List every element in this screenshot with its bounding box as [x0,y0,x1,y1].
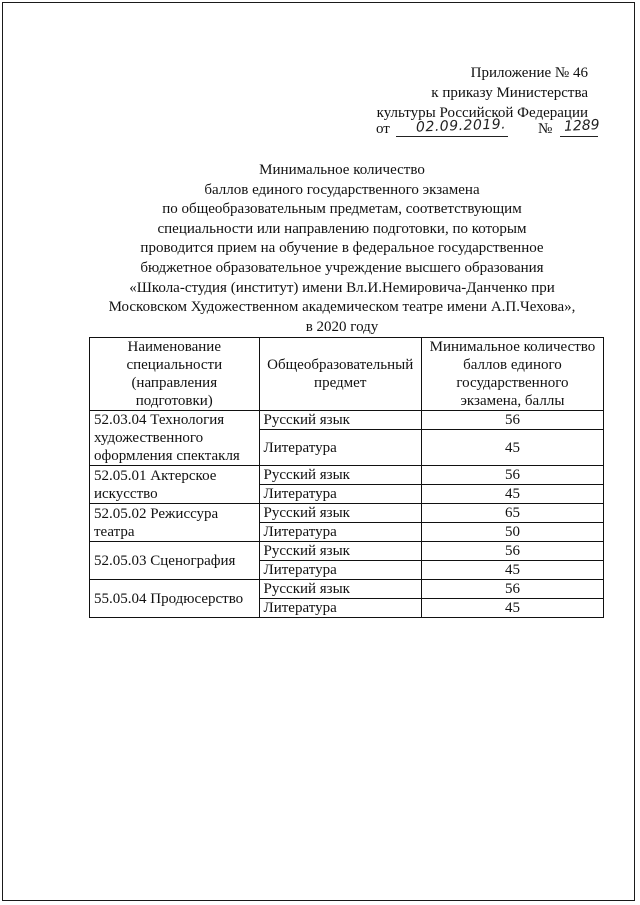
specialty-cell [90,542,260,580]
specialty-line: искусство [94,485,158,502]
header-line: предмет [314,375,367,391]
header-line: государственного [456,375,569,391]
min-scores-table [89,337,604,618]
specialty-cell [90,504,260,542]
subject-cell: Русский язык [259,504,421,523]
specialty-line: оформления спектакля [94,448,240,464]
document-title [40,161,640,337]
subject-cell: Русский язык [259,466,421,485]
title-line: специальности или направлению подготовки, по которым [157,220,527,237]
subject-cell: Русский язык [259,542,421,561]
subject-cell: Литература [259,599,421,618]
header-line: Общеобразовательный [267,357,414,373]
subject-cell: Русский язык [259,580,421,599]
title-line: бюджетное образовательное учреждение высшего образования [140,259,544,276]
table-header-row [90,338,604,411]
score-cell: 50 [421,523,603,542]
header-line: экзамена, баллы [460,393,565,409]
header-line: Минимальное количество [429,339,596,355]
appendix-line: культуры Российской Федерации [376,105,588,121]
specialty-line: художественного [94,430,204,446]
subject-cell: Русский язык [259,411,421,430]
title-line: проводится прием на обучение в федеральное государственное [140,240,544,257]
number-label: № [538,121,553,137]
handwritten-date: 02.09.2019. [415,116,507,136]
title-line: баллов единого государственного экзамена [204,181,480,198]
header-line: (направления [131,375,218,391]
appendix-line: Приложение № 46 [470,65,588,81]
specialty-line: 52.05.01 Актерское [94,467,217,484]
header-line: баллов единого [463,357,562,373]
subject-cell: Литература [259,430,421,466]
order-date-number [376,116,606,139]
table-row [90,411,604,430]
specialty-line: театра [94,523,135,540]
header-specialty [90,338,260,411]
header-subject [259,338,421,411]
score-cell: 56 [421,411,603,430]
handwritten-number: 1289 [563,117,601,135]
score-cell: 56 [421,466,603,485]
title-line: Минимальное количество [259,162,425,178]
header-line: Наименование [127,339,221,355]
score-cell: 45 [421,599,603,618]
appendix-line: к приказу Министерства [431,85,588,101]
subject-cell: Литература [259,485,421,504]
specialty-cell [90,466,260,504]
order-prefix: от [376,121,390,137]
score-cell: 45 [421,430,603,466]
score-cell: 65 [421,504,603,523]
score-cell: 56 [421,542,603,561]
subject-cell: Литература [259,561,421,580]
specialty-cell [90,411,260,466]
title-line: Московском Художественном академическом театре имени А.П.Чехова», [108,299,576,316]
table-row [90,542,604,561]
table-row [90,580,604,599]
table-row [90,504,604,523]
title-line: в 2020 году [305,318,379,335]
header-line: подготовки) [135,393,213,409]
specialty-line: 55.05.04 Продюсерство [94,590,244,607]
table-row [90,466,604,485]
score-cell: 45 [421,561,603,580]
header-min-score [421,338,603,411]
appendix-block [328,63,588,123]
specialty-line: 52.03.04 Технология [94,412,225,428]
title-line: по общеобразовательным предметам, соответствующим [162,201,522,218]
score-cell: 45 [421,485,603,504]
specialty-line: 52.05.02 Режиссура [94,505,219,522]
specialty-cell [90,580,260,618]
specialty-line: 52.05.03 Сценография [94,552,236,569]
header-line: специальности [126,357,223,373]
title-line: «Школа-студия (институт) имени Вл.И.Немировича-Данченко при [129,279,555,296]
subject-cell: Литература [259,523,421,542]
score-cell: 56 [421,580,603,599]
